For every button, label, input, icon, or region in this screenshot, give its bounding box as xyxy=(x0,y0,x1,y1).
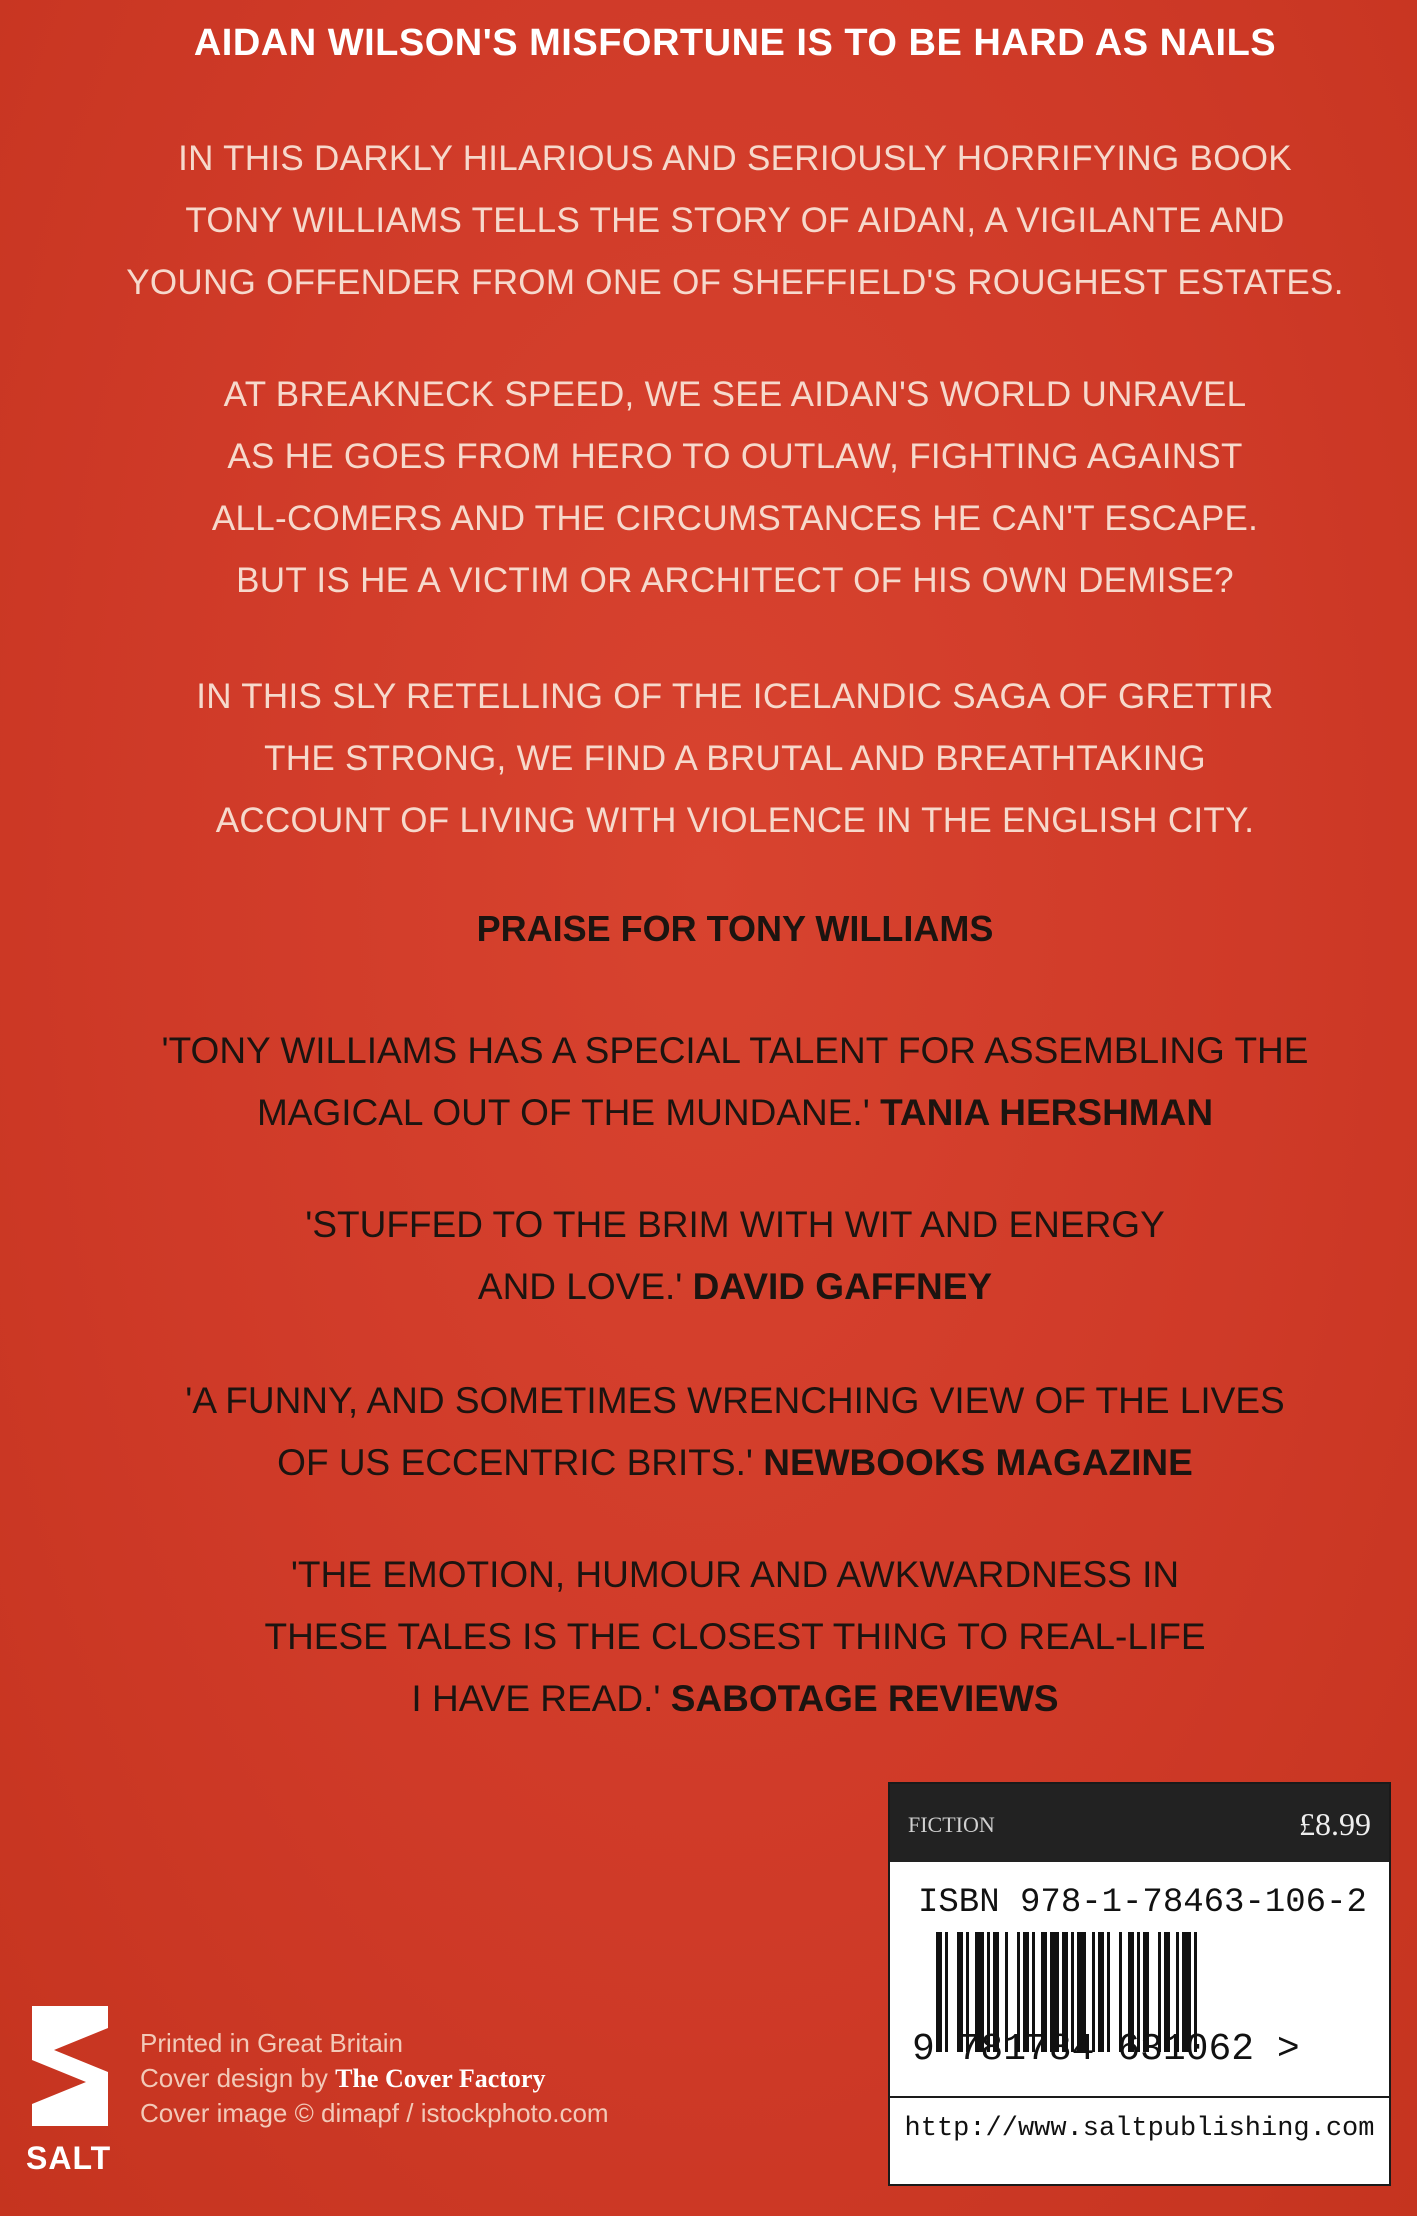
quote-line: 'A FUNNY, AND SOMETIMES WRENCHING VIEW OF THE LIVES xyxy=(185,1380,1285,1421)
design-credit-prefix: Cover design by xyxy=(140,2063,328,2093)
quote-line: MAGICAL OUT OF THE MUNDANE.' xyxy=(256,1092,870,1133)
quote-source: DAVID GAFFNEY xyxy=(692,1266,993,1307)
blurb-line: AS HE GOES FROM HERO TO OUTLAW, FIGHTING AGAINST xyxy=(227,437,1243,476)
quote-1 xyxy=(60,1020,1410,1144)
blurb-paragraph-3 xyxy=(60,666,1410,852)
quote-line: 'TONY WILLIAMS HAS A SPECIAL TALENT FOR ASSEMBLING THE xyxy=(161,1030,1309,1071)
quote-source: SABOTAGE REVIEWS xyxy=(670,1678,1059,1719)
blurb-line: THE STRONG, WE FIND A BRUTAL AND BREATHTAKING xyxy=(264,739,1206,778)
imprint-block xyxy=(140,2026,609,2131)
blurb-paragraph-2 xyxy=(60,364,1410,612)
quote-4 xyxy=(60,1544,1410,1730)
barcode-digits: 9 781784 631062 > xyxy=(912,2028,1300,2071)
blurb-line: ACCOUNT OF LIVING WITH VIOLENCE IN THE ENGLISH CITY. xyxy=(215,801,1255,840)
blurb-line: YOUNG OFFENDER FROM ONE OF SHEFFIELD'S ROUGHEST ESTATES. xyxy=(126,263,1344,302)
quote-line: OF US ECCENTRIC BRITS.' xyxy=(277,1442,753,1483)
design-credit-name: The Cover Factory xyxy=(335,2064,546,2093)
blurb-line: AT BREAKNECK SPEED, WE SEE AIDAN'S WORLD UNRAVEL xyxy=(223,375,1247,414)
quote-line: AND LOVE.' xyxy=(477,1266,683,1307)
quote-3 xyxy=(60,1370,1410,1494)
price-strip xyxy=(890,1784,1389,1862)
quote-line: 'THE EMOTION, HUMOUR AND AWKWARDNESS IN xyxy=(290,1554,1180,1595)
price-label: £8.99 xyxy=(1299,1806,1371,1842)
quote-source: TANIA HERSHMAN xyxy=(880,1092,1214,1133)
blurb-paragraph-1 xyxy=(60,128,1410,314)
quote-line: I HAVE READ.' xyxy=(411,1678,661,1719)
quote-source: NEWBOOKS MAGAZINE xyxy=(763,1442,1193,1483)
isbn-text: ISBN 978-1-78463-106-2 xyxy=(918,1884,1367,1922)
salt-logo-text: SALT xyxy=(26,2140,112,2176)
blurb-line: TONY WILLIAMS TELLS THE STORY OF AIDAN, A VIGILANTE AND xyxy=(185,201,1285,240)
quote-line: 'STUFFED TO THE BRIM WITH WIT AND ENERGY xyxy=(305,1204,1165,1245)
headline: AIDAN WILSON'S MISFORTUNE IS TO BE HARD AS NAILS xyxy=(193,22,1277,64)
publisher-url: http://www.saltpublishing.com xyxy=(904,2114,1375,2144)
barcode-panel xyxy=(888,1782,1391,2186)
blurb-line: IN THIS DARKLY HILARIOUS AND SERIOUSLY HORRIFYING BOOK xyxy=(178,139,1292,178)
image-credit: Cover image © dimapf / istockphoto.com xyxy=(140,2098,609,2128)
blurb-line: IN THIS SLY RETELLING OF THE ICELANDIC SAGA OF GRETTIR xyxy=(196,677,1274,716)
printed-in: Printed in Great Britain xyxy=(140,2028,404,2058)
quote-2 xyxy=(60,1194,1410,1318)
quote-line: THESE TALES IS THE CLOSEST THING TO REAL-LIFE xyxy=(264,1616,1206,1657)
divider xyxy=(890,2096,1389,2098)
blurb-line: BUT IS HE A VICTIM OR ARCHITECT OF HIS OWN DEMISE? xyxy=(236,561,1234,600)
blurb-line: ALL-COMERS AND THE CIRCUMSTANCES HE CAN'T ESCAPE. xyxy=(211,499,1259,538)
praise-heading: PRAISE FOR TONY WILLIAMS xyxy=(476,908,994,949)
genre-label: FICTION xyxy=(908,1812,995,1837)
